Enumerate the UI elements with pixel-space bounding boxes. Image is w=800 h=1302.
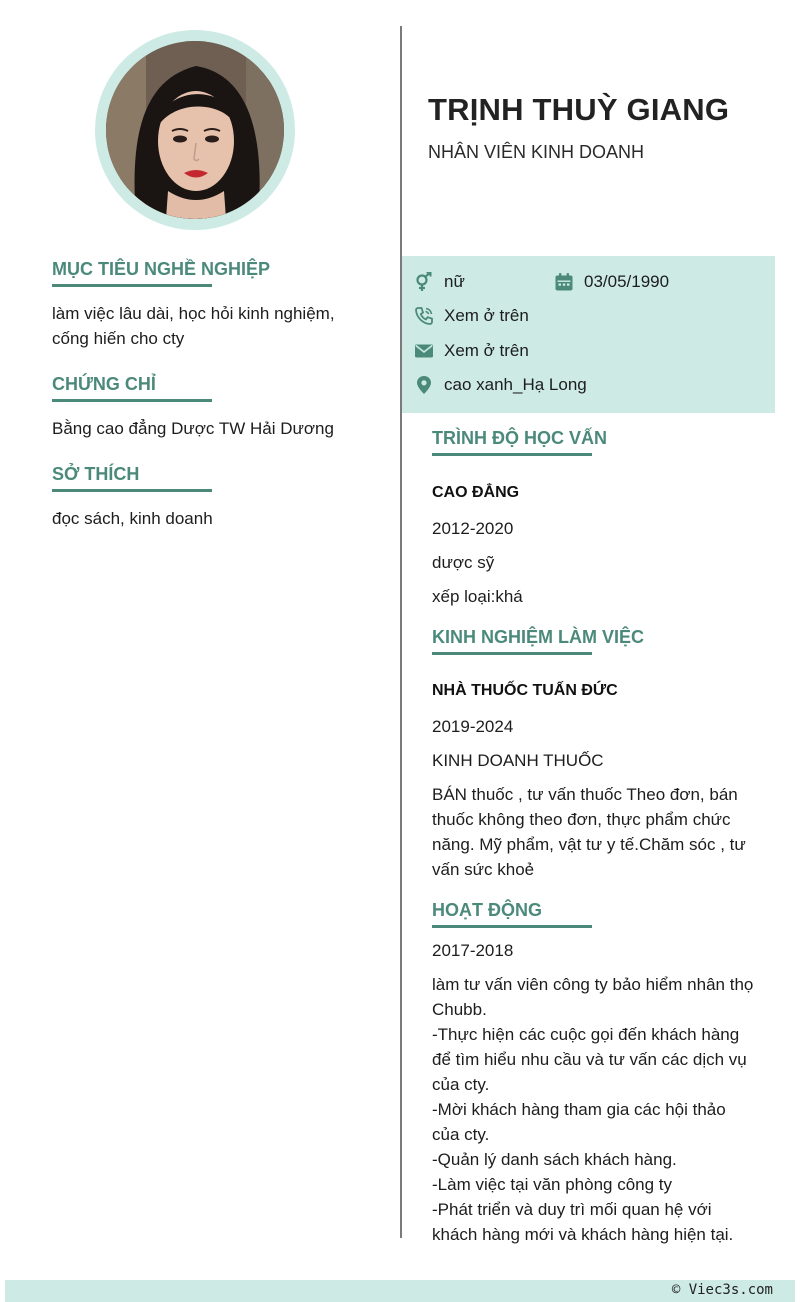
- hobbies-section: [52, 463, 362, 531]
- contact-birthday: [554, 270, 669, 294]
- hobbies-text: đọc sách, kinh doanh: [52, 509, 213, 528]
- calendar-icon: [554, 272, 574, 292]
- education-grade: xếp loại:khá: [432, 587, 523, 606]
- activities-description: làm tư vấn viên công ty bảo hiểm nhân thọ Chubb. -Thực hiện các cuộc gọi đến khách hàng để tìm hiểu nhu cầu và tư vấn các dịch vụ của cty. -Mời khách hàng tham gia các hội thảo của cty. -Quản lý danh sách khách hàng. -Làm việc tại văn phòng công ty -Phát triển và duy trì mối quan hệ với khách hàng mới và khách hàng hiện tại.: [432, 975, 754, 1244]
- objective-text: làm việc lâu dài, học hỏi kinh nghiệm, cống hiến cho cty: [52, 304, 335, 348]
- activities-underline: [432, 925, 592, 928]
- contact-box: [402, 256, 775, 413]
- education-major: dược sỹ: [432, 553, 495, 572]
- education-title: TRÌNH ĐỘ HỌC VẤN: [432, 428, 607, 448]
- phone-value: Xem ở trên: [444, 306, 529, 325]
- job-title: NHÂN VIÊN KINH DOANH: [428, 142, 645, 162]
- experience-description: BÁN thuốc , tư vấn thuốc Theo đơn, bán thuốc không theo đơn, thực phẩm chức năng. Mỹ phẩm, vật tư y tế.Chăm sóc , tư vấn sức khoẻ: [432, 785, 746, 879]
- education-period: 2012-2020: [432, 519, 514, 538]
- objective-title: MỤC TIÊU NGHỀ NGHIỆP: [52, 259, 271, 279]
- hobbies-underline: [52, 489, 212, 492]
- experience-underline: [432, 652, 592, 655]
- certificates-text: Bằng cao đẳng Dược TW Hải Dương: [52, 419, 334, 438]
- experience-period: 2019-2024: [432, 717, 514, 736]
- experience-company: NHÀ THUỐC TUẤN ĐỨC: [432, 682, 618, 699]
- contact-email: [414, 339, 529, 363]
- location-pin-icon: [414, 375, 434, 395]
- footer-copyright: © Viec3s.com: [671, 1282, 773, 1298]
- contact-address: [414, 373, 587, 397]
- avatar-ring: [95, 30, 295, 230]
- gender-value: nữ: [444, 272, 465, 291]
- contact-gender: [414, 270, 465, 294]
- contact-phone: [414, 304, 529, 328]
- objective-section: [52, 258, 362, 351]
- certificates-underline: [52, 399, 212, 402]
- footer-bar: [5, 1280, 795, 1302]
- avatar: [106, 41, 284, 219]
- birthday-value: 03/05/1990: [584, 272, 670, 291]
- education-section: [432, 427, 767, 609]
- education-underline: [432, 453, 592, 456]
- experience-position: KINH DOANH THUỐC: [432, 751, 604, 770]
- experience-section: [432, 626, 767, 882]
- certificates-title: CHỨNG CHỈ: [52, 374, 156, 394]
- certificates-section: [52, 373, 362, 441]
- email-value: Xem ở trên: [444, 341, 529, 360]
- activities-section: [432, 899, 767, 1247]
- hobbies-title: SỞ THÍCH: [52, 464, 140, 484]
- gender-icon: [414, 272, 434, 292]
- column-divider: [400, 26, 402, 1238]
- email-icon: [414, 341, 434, 361]
- objective-underline: [52, 284, 212, 287]
- candidate-name: TRỊNH THUỲ GIANG: [428, 92, 730, 127]
- activities-title: HOẠT ĐỘNG: [432, 900, 542, 920]
- activities-period: 2017-2018: [432, 941, 514, 960]
- phone-icon: [414, 306, 434, 326]
- education-school: CAO ĐẲNG: [432, 484, 520, 501]
- experience-title: KINH NGHIỆM LÀM VIỆC: [432, 627, 645, 647]
- address-value: cao xanh_Hạ Long: [444, 375, 587, 394]
